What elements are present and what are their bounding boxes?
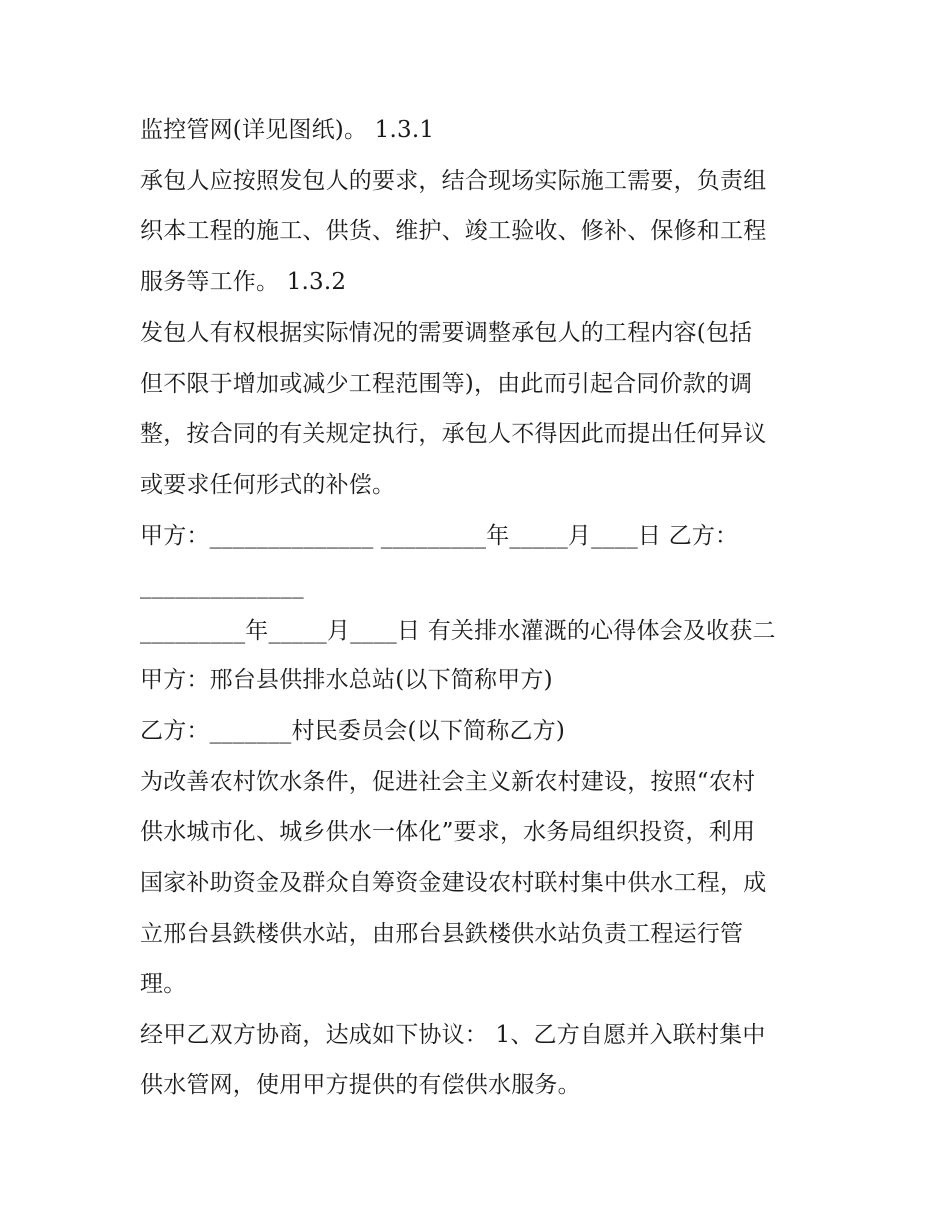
text-line-3: 织本工程的施工、供货、维护、竣工验收、修补、保修和工程: [140, 218, 767, 244]
text-line-18: 理。: [140, 971, 187, 997]
text-line-15: 供水城市化、城乡供水一体化”要求，水务局组织投资，利用: [140, 819, 756, 845]
party-a-line: 甲方：邢台县供排水总站(以下简称甲方): [140, 667, 553, 693]
signature-line-party-a: 甲方：______________ _________年_____月____日 乙方：: [140, 523, 739, 549]
text-line-16: 国家补助资金及群众自筹资金建设农村联村集中供水工程，成: [140, 870, 767, 896]
text-line-14: 为改善农村饮水条件，促进社会主义新农村建设，按照“农村: [140, 769, 756, 795]
party-b-line: 乙方：_______村民委员会(以下简称乙方): [140, 718, 566, 744]
date-and-heading-line: _________年_____月____日 有关排水灌溉的心得体会及收获二: [140, 618, 776, 644]
text-line-17: 立邢台县鉄楼供水站，由邢台县鉄楼供水站负责工程运行管: [140, 921, 744, 947]
signature-line-party-b: ______________: [140, 573, 304, 599]
text-line-4: 服务等工作。 1.3.2: [140, 269, 347, 295]
text-line-7: 整，按合同的有关规定执行，承包人不得因此而提出任何异议: [140, 421, 767, 447]
text-line-5: 发包人有权根据实际情况的需要调整承包人的工程内容(包括: [140, 320, 753, 346]
text-line-8: 或要求任何形式的补偿。: [140, 472, 396, 498]
text-line-20: 供水管网，使用甲方提供的有偿供水服务。: [140, 1072, 581, 1098]
text-line-19: 经甲乙双方协商，达成如下协议： 1、乙方自愿并入联村集中: [140, 1022, 766, 1048]
text-line-2: 承包人应按照发包人的要求，结合现场实际施工需要，负责组: [140, 168, 767, 194]
text-line-6: 但不限于增加或减少工程范围等)，由此而引起合同价款的调: [140, 371, 753, 397]
text-line-1: 监控管网(详见图纸)。 1.3.1: [140, 117, 435, 143]
